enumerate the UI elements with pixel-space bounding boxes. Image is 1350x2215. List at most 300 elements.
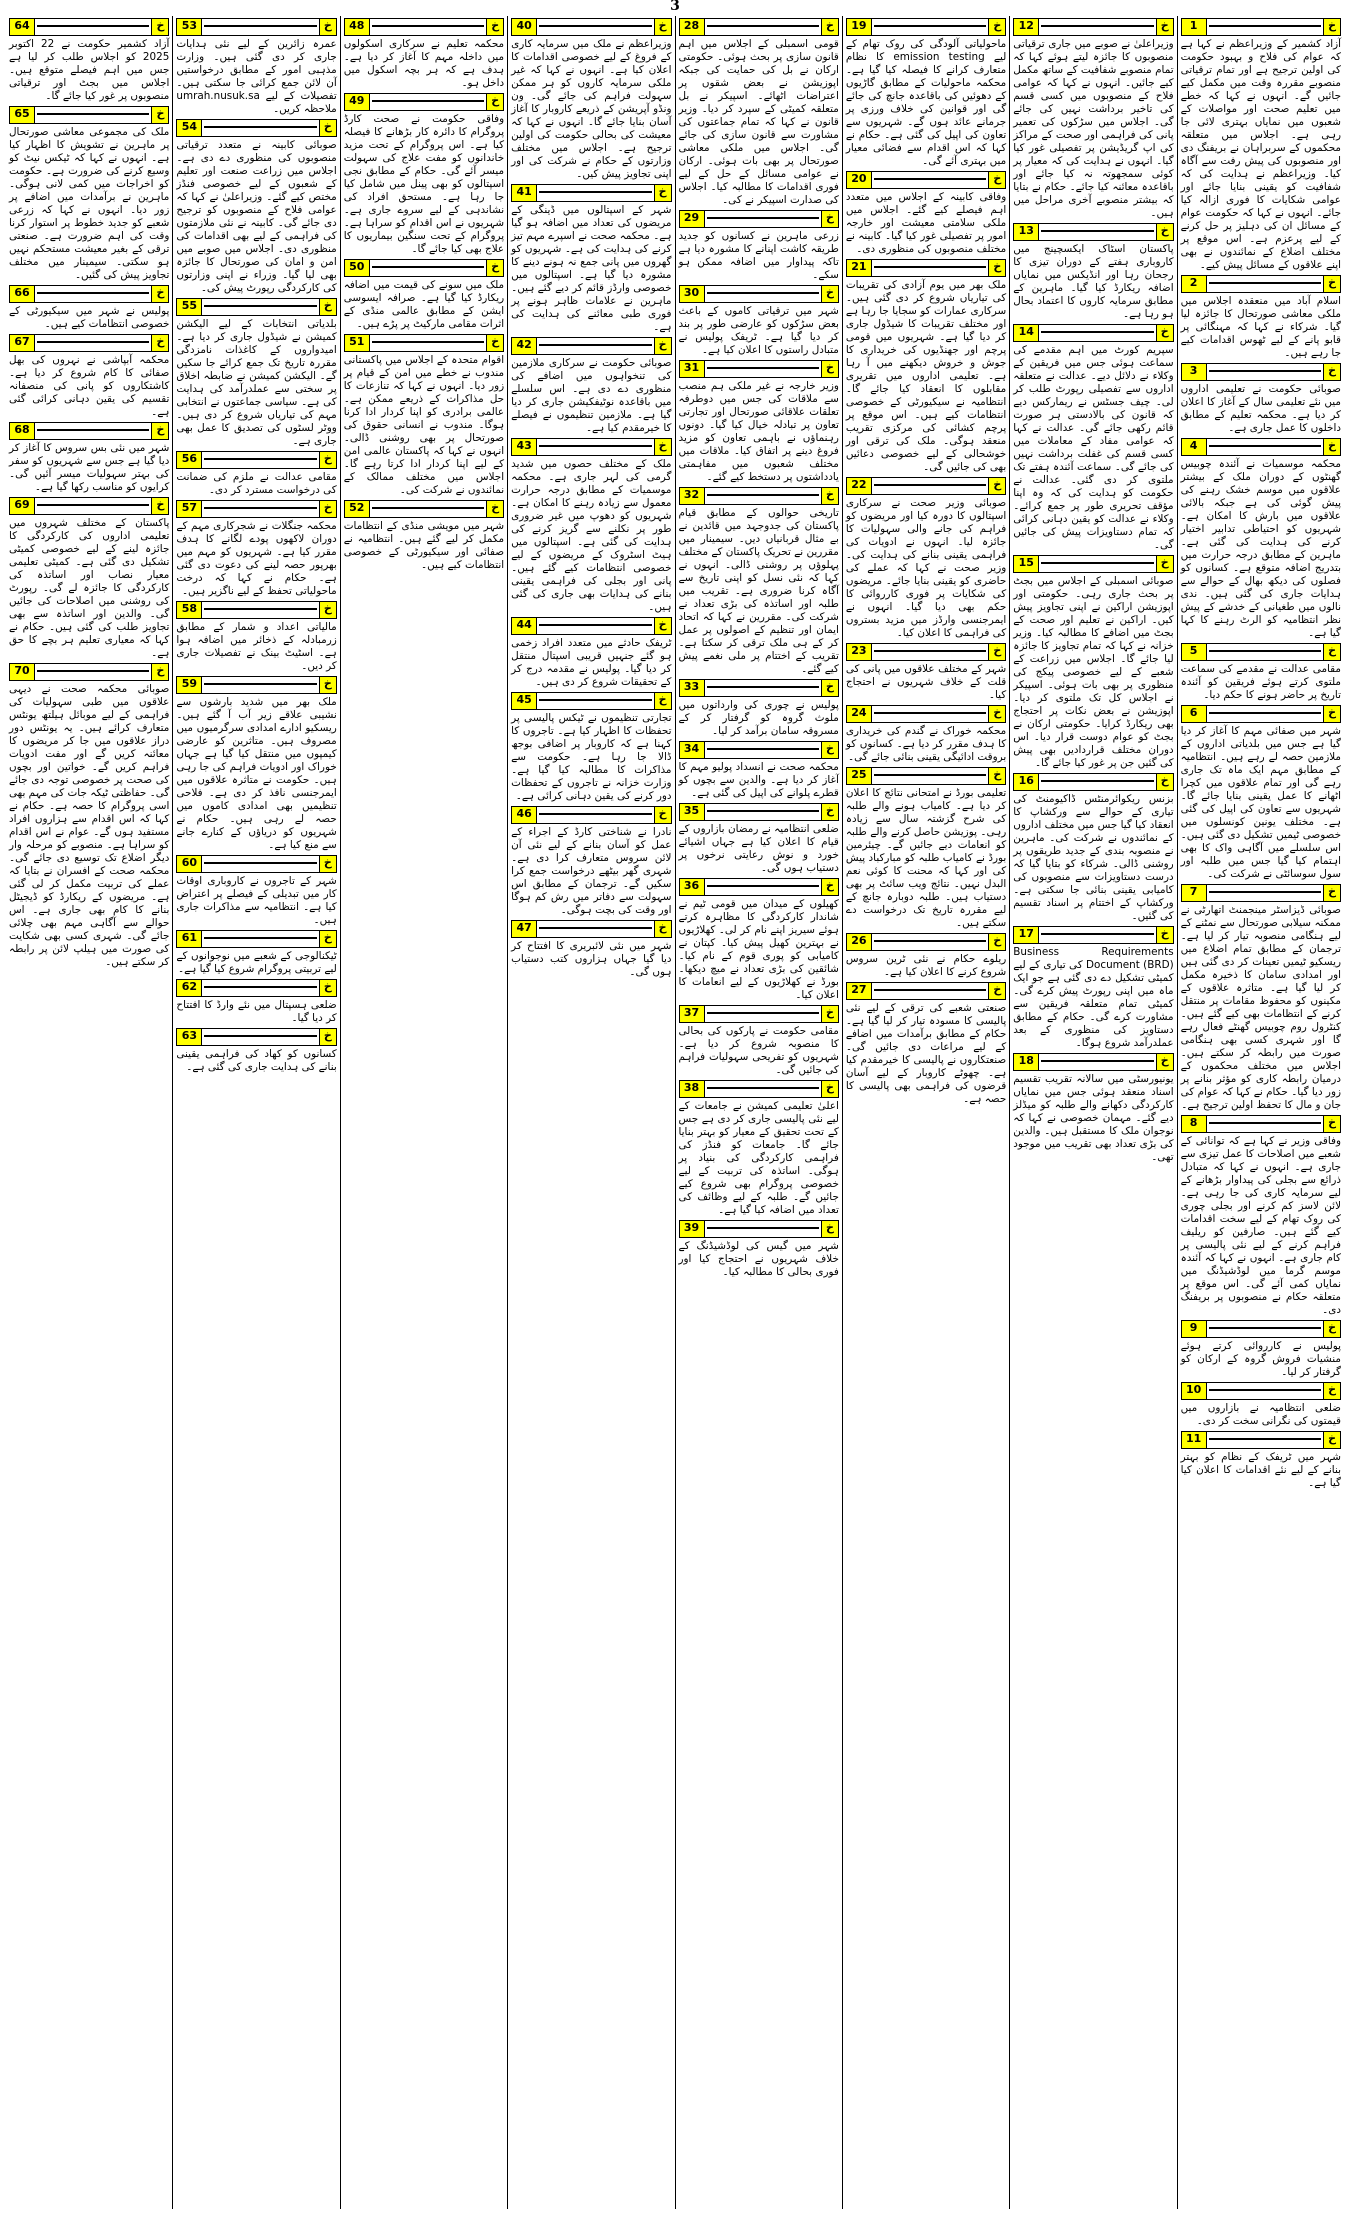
news-entry xyxy=(176,298,336,448)
entry-marker: خ xyxy=(654,807,671,823)
entry-divider xyxy=(539,25,651,27)
entry-header xyxy=(1013,18,1173,36)
entry-marker: خ xyxy=(486,335,503,351)
entry-divider xyxy=(1041,933,1153,935)
entry-divider xyxy=(37,429,149,431)
entry-text: وفاقی وزیر نے کہا ہے کہ توانائی کے شعبے میں اصلاحات کا عمل تیزی سے جاری ہے۔ انہوں نے کہا کہ متبادل ذرائع سے بجلی کی پیداوار بڑھانے کے لیے سرمایہ کاری کی جا رہی ہے۔ لائن لاسز کم کرنے اور بجلی چوری کی روک تھام کے لیے سخت اقدامات کیے گئے ہیں۔ صارفین کو ریلیف فراہم کرنے کے لیے نئی پالیسی پر کام جاری ہے۔ انہوں نے کہا کہ آئندہ موسم گرما میں لوڈشیڈنگ میں نمایاں کمی آئے گی۔ اس موقع پر متعلقہ حکام نے منصوبوں پر بریفنگ دی۔ xyxy=(1180,1135,1341,1316)
entry-number: 67 xyxy=(10,335,35,351)
entry-number: 39 xyxy=(680,1221,705,1237)
entry-marker: خ xyxy=(821,742,838,758)
entry-marker: خ xyxy=(654,19,671,35)
entry-number: 51 xyxy=(345,335,370,351)
columns-container xyxy=(6,16,1344,2209)
entry-divider xyxy=(874,484,986,486)
entry-marker: خ xyxy=(821,1221,838,1237)
entry-number: 21 xyxy=(847,260,872,276)
entry-number: 65 xyxy=(10,107,35,123)
news-entry xyxy=(1181,1431,1341,1490)
entry-header xyxy=(176,676,336,694)
entry-marker: خ xyxy=(319,602,336,618)
entry-header xyxy=(176,979,336,997)
entry-marker: خ xyxy=(1323,1383,1340,1399)
entry-text: صوبائی محکمہ صحت نے دیہی علاقوں میں طبی سہولیات کی فراہمی کے لیے موبائل ہیلتھ یونٹس متعارف کرائے ہیں۔ یہ یونٹس دور دراز علاقوں میں جا کر مریضوں کا معائنہ کریں گے اور مفت ادویات فراہم کریں گے۔ خواتین اور بچوں کی صحت پر خصوصی توجہ دی جائے گی۔ حفاظتی ٹیکہ جات کی مہم بھی اسی پروگرام کا حصہ ہے۔ حکام نے کہا کہ اس اقدام سے ہزاروں افراد مستفید ہوں گے۔ عوام نے اس اقدام کو سراہا ہے۔ منصوبے کو مرحلہ وار دیگر اضلاع تک توسیع دی جائے گی۔ محکمہ صحت کے افسران نے بتایا کہ عملے کی تربیت مکمل کر لی گئی ہے۔ مریضوں کے ریکارڈ کو ڈیجیٹل بنانے کا کام بھی جاری ہے۔ اس حوالے سے آگاہی مہم بھی چلائی جائے گی۔ شہری کسی بھی شکایت کی صورت میں ہیلپ لائن پر رابطہ کر سکتے ہیں۔ xyxy=(9,683,170,968)
entry-header xyxy=(344,18,504,36)
entry-header xyxy=(679,741,839,759)
entry-text: نادرا نے شناختی کارڈ کے اجراء کے عمل کو آسان بنانے کے لیے نئی آن لائن سروس متعارف کرا دی ہے۔ شہری گھر بیٹھے درخواست جمع کرا سکیں گے۔ ترجمان کے مطابق اس سہولت سے دفاتر میں رش کم ہوگا اور وقت کی بچت ہوگی۔ xyxy=(511,826,672,916)
news-entry xyxy=(176,676,336,852)
entry-marker: خ xyxy=(821,879,838,895)
news-entry xyxy=(679,1220,839,1279)
entry-divider xyxy=(1041,25,1153,27)
entry-text: شہر کے مختلف علاقوں میں پانی کی قلت کے خلاف شہریوں نے احتجاج کیا۔ xyxy=(845,663,1007,701)
entry-header xyxy=(511,18,671,36)
entry-text: سپریم کورٹ میں اہم مقدمے کی سماعت ہوئی جس میں فریقین کے وکلاء نے دلائل دیے۔ عدالت نے متعلقہ اداروں سے تفصیلی رپورٹ طلب کر لی۔ چیف جسٹس نے ریمارکس دیے کہ قانون کی بالادستی ہر صورت قائم رکھی جائے گی۔ عدالت نے کہا کہ عوامی مفاد کے معاملات میں کسی قسم کی غفلت برداشت نہیں کی جائے گی۔ سماعت آئندہ ہفتے تک ملتوی کر دی گئی۔ عدالت نے حکومت کو ہدایت کی کہ وہ اپنا مؤقف تحریری طور پر جمع کرائے۔ وکلاء نے عدالت کو یقین دہانی کرائی کہ تمام دستاویزات پیش کی جائیں گی۔ xyxy=(1013,344,1174,551)
entry-text: وفاقی حکومت نے صحت کارڈ پروگرام کا دائرہ کار بڑھانے کا فیصلہ کیا ہے۔ اس پروگرام کے تحت مزید خاندانوں کو مفت علاج کی سہولت میسر آئے گی۔ حکام کے مطابق نجی اسپتالوں کو بھی پینل میں شامل کیا جا رہا ہے۔ مستحق افراد کی نشاندہی کے لیے سروے جاری ہے۔ شہریوں نے اس اقدام کو سراہا ہے۔ پروگرام کے تحت سنگین بیماریوں کا علاج بھی کیا جائے گا۔ xyxy=(343,113,505,255)
entry-text: ریلوے حکام نے نئی ٹرین سروس شروع کرنے کا اعلان کیا ہے۔ xyxy=(845,953,1007,978)
entry-text: محکمہ تعلیم نے سرکاری اسکولوں میں داخلہ مہم کا آغاز کر دیا ہے۔ ہدف ہے کہ ہر بچہ اسکول میں داخل ہو۔ xyxy=(343,38,505,89)
entry-header xyxy=(679,285,839,303)
entry-number: 40 xyxy=(512,19,537,35)
entry-marker: خ xyxy=(151,664,168,680)
entry-text: محکمہ خوراک نے گندم کی خریداری کا ہدف مقرر کر دیا ہے۔ کسانوں کو بروقت ادائیگی یقینی بنائی جائے گی۔ xyxy=(845,725,1007,763)
page-number: 3 xyxy=(670,0,680,14)
entry-text: شہر میں ٹریفک کے نظام کو بہتر بنانے کے لیے نئے اقدامات کا اعلان کیا گیا ہے۔ xyxy=(1180,1451,1341,1489)
entry-number: 66 xyxy=(10,286,35,302)
entry-divider xyxy=(204,126,316,128)
entry-text: بزنس ریکوائرمنٹس ڈاکیومنٹ کی تیاری کے حوالے سے ورکشاپ کا انعقاد کیا گیا جس میں مختلف اداروں کے نمائندوں نے شرکت کی۔ ماہرین نے منصوبہ بندی کے جدید طریقوں پر روشنی ڈالی۔ شرکاء کو بتایا گیا کہ درست دستاویزات سے منصوبوں کی کامیابی یقینی بنائی جا سکتی ہے۔ ورکشاپ کے اختتام پر اسناد تقسیم کی گئیں۔ xyxy=(1013,793,1174,922)
entry-text: عمرہ زائرین کے لیے نئی ہدایات جاری کر دی گئی ہیں۔ وزارت مذہبی امور کے مطابق درخواستیں آن لائن جمع کرائی جا سکتی ہیں۔ تفصیلات کے لیے umrah.nusuk.sa ملاحظہ کریں۔ xyxy=(176,38,337,115)
news-entry xyxy=(846,705,1006,764)
entry-header xyxy=(679,18,839,36)
entry-divider xyxy=(1209,650,1321,652)
news-entry xyxy=(176,601,336,673)
entry-text: صوبائی حکومت نے سرکاری ملازمین کی تنخواہوں میں اضافے کی منظوری دے دی ہے۔ اس سلسلے میں باقاعدہ نوٹیفکیشن جاری کر دیا گیا ہے۔ ملازمین تنظیموں نے فیصلے کا خیرمقدم کیا ہے۔ xyxy=(511,357,672,434)
entry-header xyxy=(1013,324,1173,342)
entry-marker: خ xyxy=(1156,774,1173,790)
entry-divider xyxy=(539,927,651,929)
entry-header xyxy=(9,422,169,440)
entry-divider xyxy=(1041,331,1153,333)
news-entry xyxy=(1181,18,1341,272)
entry-marker: خ xyxy=(654,693,671,709)
news-entry xyxy=(176,930,336,976)
entry-number: 7 xyxy=(1182,885,1207,901)
news-entry xyxy=(846,171,1006,256)
entry-divider xyxy=(539,445,651,447)
entry-divider xyxy=(37,504,149,506)
entry-number: 52 xyxy=(345,501,370,517)
entry-text: شہر میں ترقیاتی کاموں کے باعث بعض سڑکوں کو عارضی طور پر بند کر دیا گیا ہے۔ ٹریفک پولیس نے متبادل راستوں کا اعلان کیا ہے۔ xyxy=(678,305,839,356)
news-column xyxy=(340,16,507,2209)
entry-marker: خ xyxy=(319,856,336,872)
entry-text: ٹریفک حادثے میں متعدد افراد زخمی ہو گئے جنہیں قریبی اسپتال منتقل کر دیا گیا۔ پولیس نے مقدمہ درج کر کے تحقیقات شروع کر دی ہیں۔ xyxy=(511,637,672,688)
entry-header xyxy=(511,337,671,355)
entry-text: ملک میں سونے کی قیمت میں اضافہ ریکارڈ کیا گیا ہے۔ صرافہ ایسوسی ایشن کے مطابق عالمی منڈی کے اثرات مقامی مارکیٹ پر پڑے ہیں۔ xyxy=(343,279,505,330)
entry-number: 60 xyxy=(177,856,202,872)
entry-divider xyxy=(707,1012,819,1014)
entry-divider xyxy=(204,862,316,864)
entry-marker: خ xyxy=(1323,439,1340,455)
entry-divider xyxy=(1209,891,1321,893)
entry-text: مقامی حکومت نے پارکوں کی بحالی کا منصوبہ شروع کر دیا ہے۔ شہریوں کو تفریحی سہولیات فراہم کی جائیں گی۔ xyxy=(678,1025,839,1076)
entry-number: 54 xyxy=(177,120,202,136)
news-column xyxy=(842,16,1009,2209)
entry-header xyxy=(846,767,1006,785)
entry-divider xyxy=(37,25,149,27)
entry-divider xyxy=(1209,445,1321,447)
entry-number: 26 xyxy=(847,934,872,950)
entry-number: 12 xyxy=(1014,19,1039,35)
entry-header xyxy=(176,500,336,518)
entry-header xyxy=(679,360,839,378)
entry-marker: خ xyxy=(988,644,1005,660)
entry-header xyxy=(9,285,169,303)
entry-text: آزاد کشمیر کے وزیراعظم نے کہا ہے کہ عوام کی فلاح و بہبود حکومت کی اولین ترجیح ہے اور تمام ترقیاتی منصوبے مقررہ وقت میں مکمل کیے جائیں گے۔ انہوں نے کہا کہ خطے میں تعلیم صحت اور مواصلات کے شعبوں میں نمایاں بہتری لائی جا رہی ہے۔ اجلاس میں متعلقہ محکموں کے سربراہان نے بریفنگ دی اور منصوبوں کی پیش رفت سے آگاہ کیا۔ وزیراعظم نے ہدایت کی کہ شفافیت کو یقینی بنایا جائے اور عوامی شکایات کا فوری ازالہ کیا جائے۔ انہوں نے کہا کہ حکومت عوام کے مسائل ان کی دہلیز پر حل کرنے کے لیے پرعزم ہے۔ اس موقع پر مختلف اضلاع کے نمائندوں نے بھی اپنے علاقوں کے مسائل پیش کیے۔ xyxy=(1180,38,1341,271)
entry-text: محکمہ آبپاشی نے نہروں کی بھل صفائی کا کام شروع کر دیا ہے۔ کاشتکاروں کو پانی کی منصفانہ تقسیم کی یقین دہانی کرائی گئی ہے۔ xyxy=(9,354,170,418)
entry-header xyxy=(176,855,336,873)
entry-divider xyxy=(204,937,316,939)
entry-marker: خ xyxy=(988,768,1005,784)
entry-divider xyxy=(372,25,484,27)
entry-number: 20 xyxy=(847,172,872,188)
entry-header xyxy=(1181,438,1341,456)
entry-text: ملک کی مجموعی معاشی صورتحال پر ماہرین نے تشویش کا اظہار کیا ہے۔ انہوں نے کہا کہ ٹیکس نیٹ کو وسیع کرنے کی ضرورت ہے۔ حکومت کو اخراجات میں کمی لانی ہوگی۔ ماہرین نے برآمدات میں اضافے پر زور دیا۔ انہوں نے کہا کہ زرعی شعبے کو جدید خطوط پر استوار کرنا وقت کی اہم ضرورت ہے۔ صنعتی ترقی کے بغیر معیشت مستحکم نہیں ہو سکتی۔ سیمینار میں مختلف تجاویز پیش کی گئیں۔ xyxy=(9,126,170,281)
news-entry xyxy=(344,93,504,256)
news-entry xyxy=(1013,18,1173,220)
entry-number: 70 xyxy=(10,664,35,680)
entry-text: صنعتی شعبے کی ترقی کے لیے نئی پالیسی کا مسودہ تیار کر لیا گیا ہے۔ حکام کے مطابق برآمدات میں اضافے کے لیے مراعات دی جائیں گی۔ صنعتکاروں نے پالیسی کا خیرمقدم کیا ہے۔ چھوٹے کاروبار کے لیے آسان قرضوں کی فراہمی بھی پالیسی کا حصہ ہے۔ xyxy=(845,1002,1007,1105)
entry-divider xyxy=(539,699,651,701)
entry-marker: خ xyxy=(1323,364,1340,380)
entry-header xyxy=(846,705,1006,723)
entry-header xyxy=(9,663,169,681)
entry-text: محکمہ صحت نے انسداد پولیو مہم کا آغاز کر دیا ہے۔ والدین سے بچوں کو قطرے پلوانے کی اپیل کی گئی ہے۔ xyxy=(678,761,839,799)
entry-text: ٹیکنالوجی کے شعبے میں نوجوانوں کے لیے تربیتی پروگرام شروع کیا گیا ہے۔ xyxy=(176,950,337,975)
entry-text: صوبائی ڈیزاسٹر مینجمنٹ اتھارٹی نے ممکنہ سیلابی صورتحال سے نمٹنے کے لیے ہنگامی منصوبہ تیار کر لیا ہے۔ ترجمان کے مطابق تمام اضلاع میں ریسکیو ٹیمیں تعینات کر دی گئی ہیں اور امدادی سامان کا ذخیرہ مکمل کر لیا گیا ہے۔ متاثرہ علاقوں کے مکینوں کو محفوظ مقامات پر منتقل کرنے کے انتظامات بھی کیے گئے ہیں۔ کنٹرول روم چوبیس گھنٹے فعال رہے گا اور شہری کسی بھی ہنگامی صورت میں رابطہ کر سکتے ہیں۔ اجلاس میں مختلف محکموں کے درمیان رابطہ کاری کو مؤثر بنانے پر زور دیا گیا۔ حکام نے کہا کہ عوام کی جان و مال کا تحفظ اولین ترجیح ہے۔ xyxy=(1180,904,1341,1111)
entry-marker: خ xyxy=(654,921,671,937)
entry-text: وفاقی کابینہ کے اجلاس میں متعدد اہم فیصلے کیے گئے۔ اجلاس میں ملکی سلامتی معیشت اور خارجہ امور پر تفصیلی غور کیا گیا۔ کابینہ نے مختلف منصوبوں کی منظوری دی۔ xyxy=(845,191,1007,255)
entry-text: پولیس نے چوری کی وارداتوں میں ملوث گروہ کو گرفتار کر کے مسروقہ سامان برآمد کر لیا۔ xyxy=(678,699,839,737)
entry-header xyxy=(344,334,504,352)
entry-text: اسلام آباد میں منعقدہ اجلاس میں ملکی معاشی صورتحال کا جائزہ لیا گیا۔ شرکاء نے کہا کہ مہنگائی پر قابو پانے کے لیے ٹھوس اقدامات کیے جا رہے ہیں۔ xyxy=(1180,295,1341,359)
entry-marker: خ xyxy=(1323,276,1340,292)
entry-number: 16 xyxy=(1014,774,1039,790)
entry-marker: خ xyxy=(319,299,336,315)
entry-number: 35 xyxy=(680,804,705,820)
entry-marker: خ xyxy=(821,1081,838,1097)
news-column xyxy=(6,16,172,2209)
entry-marker: خ xyxy=(1323,706,1340,722)
entry-number: 42 xyxy=(512,338,537,354)
entry-header xyxy=(1013,926,1173,944)
entry-divider xyxy=(874,178,986,180)
entry-marker: خ xyxy=(654,185,671,201)
entry-divider xyxy=(874,650,986,652)
entry-divider xyxy=(1209,370,1321,372)
entry-number: 59 xyxy=(177,677,202,693)
entry-divider xyxy=(1209,282,1321,284)
entry-text: Business Requirements Document (BRD) کی تیاری کے لیے کمیٹی تشکیل دے دی گئی ہے جو ایک ماہ میں اپنی رپورٹ پیش کرے گی۔ کمیٹی تمام متعلقہ فریقین سے مشاورت کرے گی۔ حکام کے مطابق دستاویز کی منظوری کے بعد عملدرآمد شروع ہوگا۔ xyxy=(1013,946,1174,1049)
news-entry xyxy=(846,477,1006,640)
entry-divider xyxy=(1209,712,1321,714)
entry-marker: خ xyxy=(151,498,168,514)
entry-marker: خ xyxy=(1156,325,1173,341)
entry-text: ملک بھر میں شدید بارشوں سے نشیبی علاقے زیر آب آ گئے ہیں۔ ریسکیو ادارے امدادی سرگرمیوں میں مصروف ہیں۔ متاثرین کو عارضی کیمپوں میں منتقل کیا گیا ہے جہاں خوراک اور ادویات فراہم کی جا رہی ہیں۔ حکومت نے متاثرہ علاقوں میں ایمرجنسی نافذ کر دی ہے۔ فلاحی تنظیمیں بھی امدادی کاموں میں حصہ لے رہی ہیں۔ حکام نے شہریوں کو دریاؤں کے کنارے جانے سے منع کیا ہے۔ xyxy=(176,696,337,851)
entry-text: مالیاتی اعداد و شمار کے مطابق زرمبادلہ کے ذخائر میں اضافہ ہوا ہے۔ اسٹیٹ بینک نے تفصیلات جاری کر دیں۔ xyxy=(176,621,337,672)
news-entry xyxy=(1013,555,1173,770)
news-entry xyxy=(846,767,1006,930)
entry-number: 32 xyxy=(680,488,705,504)
entry-divider xyxy=(204,986,316,988)
entry-marker: خ xyxy=(821,211,838,227)
entry-divider xyxy=(1041,780,1153,782)
entry-text: یونیورسٹی میں سالانہ تقریب تقسیم اسناد منعقد ہوئی جس میں نمایاں کارکردگی دکھانے والے طلبہ کو میڈلز دیے گئے۔ مہمان خصوصی نے کہا کہ نوجوان ملک کا مستقبل ہیں۔ والدین کی بڑی تعداد بھی تقریب میں موجود تھی۔ xyxy=(1013,1073,1174,1163)
entry-marker: خ xyxy=(151,286,168,302)
entry-text: بلدیاتی انتخابات کے لیے الیکشن کمیشن نے شیڈول جاری کر دیا ہے۔ امیدواروں کے کاغذات نامزدگی مقررہ تاریخ تک جمع کرائے جا سکیں گے۔ الیکشن کمیشن نے ضابطہ اخلاق پر سختی سے عملدرآمد کی ہدایت کی ہے۔ سیاسی جماعتوں نے انتخابی مہم کی تیاریاں شروع کر دی ہیں۔ ووٹر لسٹوں کی تصدیق کا عمل بھی جاری ہے۔ xyxy=(176,318,337,447)
news-entry xyxy=(511,920,671,979)
entry-header xyxy=(511,692,671,710)
entry-marker: خ xyxy=(821,19,838,35)
entry-divider xyxy=(707,25,819,27)
news-entry xyxy=(176,500,336,598)
news-entry xyxy=(176,119,336,295)
entry-number: 58 xyxy=(177,602,202,618)
news-column xyxy=(507,16,674,2209)
entry-header xyxy=(344,93,504,111)
news-entry xyxy=(679,487,839,676)
entry-marker: خ xyxy=(1323,885,1340,901)
entry-text: کسانوں کو کھاد کی فراہمی یقینی بنانے کی ہدایت جاری کی گئی ہے۔ xyxy=(176,1048,337,1073)
entry-marker: خ xyxy=(319,452,336,468)
entry-number: 38 xyxy=(680,1081,705,1097)
entry-marker: خ xyxy=(654,618,671,634)
entry-divider xyxy=(37,292,149,294)
entry-text: اعلیٰ تعلیمی کمیشن نے جامعات کے لیے نئی پالیسی جاری کر دی ہے جس کے تحت تحقیق کے معیار کو بہتر بنایا جائے گا۔ جامعات کو فنڈز کی فراہمی کارکردگی کی بنیاد پر ہوگی۔ اساتذہ کی تربیت کے لیے خصوصی پروگرام بھی شروع کیے جائیں گے۔ طلبہ کے لیے وظائف کی تعداد میں اضافہ کیا گیا ہے۔ xyxy=(678,1100,839,1216)
entry-divider xyxy=(37,670,149,672)
news-entry xyxy=(176,18,336,116)
news-entry xyxy=(679,878,839,1002)
entry-marker: خ xyxy=(151,107,168,123)
entry-number: 1 xyxy=(1182,19,1207,35)
entry-divider xyxy=(204,305,316,307)
entry-number: 4 xyxy=(1182,439,1207,455)
entry-divider xyxy=(707,686,819,688)
entry-number: 64 xyxy=(10,19,35,35)
entry-marker: خ xyxy=(486,94,503,110)
entry-text: آزاد کشمیر حکومت نے 22 اکتوبر 2025 کو اجلاس طلب کر لیا ہے جس میں اہم فیصلے متوقع ہیں۔ اجلاس میں بجٹ اور ترقیاتی منصوبوں پر غور کیا جائے گا۔ xyxy=(9,38,170,102)
entry-divider xyxy=(874,25,986,27)
entry-header xyxy=(1181,1431,1341,1449)
entry-divider xyxy=(37,113,149,115)
news-entry xyxy=(176,1028,336,1074)
entry-text: تجارتی تنظیموں نے ٹیکس پالیسی پر تحفظات کا اظہار کیا ہے۔ تاجروں کا کہنا ہے کہ کاروبار پر اضافی بوجھ ڈالا جا رہا ہے۔ حکومت سے مذاکرات کا مطالبہ کیا گیا ہے۔ وزارت خزانہ نے تاجروں کے تحفظات دور کرنے کی یقین دہانی کرائی ہے۔ xyxy=(511,712,672,802)
news-entry xyxy=(679,741,839,800)
news-entry xyxy=(9,334,169,419)
entry-header xyxy=(846,171,1006,189)
news-entry xyxy=(176,979,336,1025)
entry-header xyxy=(1013,223,1173,241)
entry-divider xyxy=(707,748,819,750)
news-column xyxy=(172,16,339,2209)
entry-number: 31 xyxy=(680,361,705,377)
news-entry xyxy=(1013,223,1173,321)
entry-marker: خ xyxy=(1156,224,1173,240)
entry-header xyxy=(344,500,504,518)
entry-text: محکمہ جنگلات نے شجرکاری مہم کے دوران لاکھوں پودے لگانے کا ہدف مقرر کیا ہے۔ شہریوں کو مہم میں بھرپور حصہ لینے کی دعوت دی گئی ہے۔ حکام نے کہا کہ درخت ماحولیاتی تحفظ کے لیے ناگزیر ہیں۔ xyxy=(176,520,337,597)
news-entry xyxy=(9,106,169,282)
entry-text: صوبائی اسمبلی کے اجلاس میں بجٹ پر بحث جاری رہی۔ حکومتی اور اپوزیشن اراکین نے اپنی تجاویز پیش کیں۔ اراکین نے تعلیم اور صحت کے بجٹ میں اضافے کا مطالبہ کیا۔ وزیر خزانہ نے کہا کہ تمام تجاویز کا جائزہ لیا جائے گا۔ اجلاس میں زراعت کے شعبے کے لیے خصوصی پیکج کی منظوری پر بھی بات ہوئی۔ اسپیکر نے اجلاس کل تک ملتوی کر دیا۔ اپوزیشن نے بعض نکات پر احتجاج بھی ریکارڈ کرایا۔ حکومتی ارکان نے بجٹ کو عوام دوست قرار دیا۔ اس دوران مختلف قراردادیں بھی پیش کی گئیں جن پر غور کیا جائے گا۔ xyxy=(1013,575,1174,769)
entry-header xyxy=(1181,705,1341,723)
entry-number: 15 xyxy=(1014,556,1039,572)
entry-header xyxy=(511,184,671,202)
entry-header xyxy=(1181,1320,1341,1338)
entry-marker: خ xyxy=(988,706,1005,722)
entry-text: وزیراعلیٰ نے صوبے میں جاری ترقیاتی منصوبوں کا جائزہ لیتے ہوئے کہا کہ تمام منصوبے شفافیت کے ساتھ مکمل کیے جائیں۔ انہوں نے کہا کہ عوامی فلاح کے منصوبوں میں کسی قسم کی تاخیر برداشت نہیں کی جائے گی۔ اجلاس میں سڑکوں کی تعمیر پانی کی فراہمی اور صحت کے مراکز کی اپ گریڈیشن پر تفصیلی غور کیا گیا۔ انہوں نے ہدایت کی کہ معیار پر کوئی سمجھوتہ نہ کیا جائے اور باقاعدہ معائنہ کیا جائے۔ حکام نے بتایا کہ بیشتر منصوبے آخری مراحل میں ہیں۔ xyxy=(1013,38,1174,219)
entry-marker: خ xyxy=(319,19,336,35)
news-entry xyxy=(1181,1382,1341,1428)
entry-divider xyxy=(707,810,819,812)
entry-text: ماحولیاتی آلودگی کی روک تھام کے لیے emission testing کا نظام متعارف کرانے کا فیصلہ کیا گیا ہے۔ محکمہ ماحولیات کے مطابق گاڑیوں کے دھوئیں کی باقاعدہ جانچ کی جائے گی اور قوانین کی خلاف ورزی پر جرمانے عائد ہوں گے۔ شہریوں سے تعاون کی اپیل کی گئی ہے۔ حکام نے کہا کہ اس اقدام سے فضائی معیار میں بہتری آئے گی۔ xyxy=(845,38,1007,167)
entry-marker: خ xyxy=(1323,1116,1340,1132)
news-entry xyxy=(1013,324,1173,552)
entry-text: زرعی ماہرین نے کسانوں کو جدید طریقہ کاشت اپنانے کا مشورہ دیا ہے تاکہ پیداوار میں اضافہ ممکن ہو سکے۔ xyxy=(678,230,839,281)
entry-divider xyxy=(707,217,819,219)
entry-marker: خ xyxy=(319,120,336,136)
entry-marker: خ xyxy=(151,335,168,351)
entry-marker: خ xyxy=(486,501,503,517)
entry-text: شہر میں نئی بس سروس کا آغاز کر دیا گیا ہے جس سے شہریوں کو سفر کی بہتر سہولیات میسر آئیں گی۔ کرایوں کو مناسب رکھا گیا ہے۔ xyxy=(9,442,170,493)
entry-divider xyxy=(707,1227,819,1229)
entry-marker: خ xyxy=(319,980,336,996)
news-column xyxy=(1177,16,1344,2209)
entry-divider xyxy=(1041,562,1153,564)
entry-divider xyxy=(1209,1327,1321,1329)
entry-text: ضلعی انتظامیہ نے بازاروں میں قیمتوں کی نگرانی سخت کر دی۔ xyxy=(1180,1402,1341,1427)
entry-text: صوبائی وزیر صحت نے سرکاری اسپتالوں کا دورہ کیا اور مریضوں کو فراہم کی جانے والی سہولیات کا جائزہ لیا۔ انہوں نے ادویات کی فراہمی یقینی بنانے کی ہدایت کی۔ وزیر صحت نے کہا کہ عملے کی حاضری کو یقینی بنایا جائے۔ مریضوں کی شکایات پر فوری کارروائی کا حکم بھی دیا گیا۔ انہوں نے ایمرجنسی وارڈز میں مزید بستروں کی فراہمی کا اعلان کیا۔ xyxy=(845,497,1007,639)
entry-number: 19 xyxy=(847,19,872,35)
entry-header xyxy=(511,920,671,938)
entry-header xyxy=(176,1028,336,1046)
entry-marker: خ xyxy=(1323,1321,1340,1337)
entry-text: تاریخی حوالوں کے مطابق قیام پاکستان کی جدوجہد میں قائدین نے بے مثال قربانیاں دیں۔ سیمینار میں مقررین نے تحریک پاکستان کے مختلف پہلوؤں پر روشنی ڈالی۔ انہوں نے کہا کہ نئی نسل کو اپنی تاریخ سے آگاہ کرنا ضروری ہے۔ تقریب میں طلبہ اور اساتذہ کی بڑی تعداد نے شرکت کی۔ مقررین نے کہا کہ اتحاد ایمان اور تنظیم کے اصولوں پر عمل کر کے ہی ملک ترقی کر سکتا ہے۔ تقریب کے اختتام پر ملی نغمے پیش کیے گئے۔ xyxy=(678,507,839,675)
entry-header xyxy=(846,477,1006,495)
entry-marker: خ xyxy=(1323,644,1340,660)
news-entry xyxy=(1181,363,1341,435)
entry-number: 48 xyxy=(345,19,370,35)
news-entry xyxy=(679,18,839,207)
entry-number: 30 xyxy=(680,286,705,302)
entry-number: 10 xyxy=(1182,1383,1207,1399)
entry-marker: خ xyxy=(319,1029,336,1045)
entry-divider xyxy=(707,292,819,294)
entry-divider xyxy=(874,712,986,714)
entry-text: ضلعی ہسپتال میں نئے وارڈ کا افتتاح کر دیا گیا۔ xyxy=(176,999,337,1024)
entry-number: 29 xyxy=(680,211,705,227)
entry-divider xyxy=(874,989,986,991)
news-entry xyxy=(9,285,169,331)
news-entry xyxy=(511,806,671,917)
news-entry xyxy=(1181,1115,1341,1317)
entry-marker: خ xyxy=(319,501,336,517)
news-entry xyxy=(176,855,336,927)
entry-text: مقامی عدالت نے مقدمے کی سماعت ملتوی کرتے ہوئے فریقین کو آئندہ تاریخ پر حاضر ہونے کا حکم دیا۔ xyxy=(1180,663,1341,701)
entry-divider xyxy=(707,494,819,496)
news-entry xyxy=(511,184,671,334)
entry-number: 8 xyxy=(1182,1116,1207,1132)
entry-text: قومی اسمبلی کے اجلاس میں اہم قانون سازی پر بحث ہوئی۔ حکومتی ارکان نے بل کی حمایت کی جبکہ اپوزیشن نے بعض شقوں پر اعتراضات اٹھائے۔ اسپیکر نے بل متعلقہ کمیٹی کے سپرد کر دیا۔ وزیر قانون نے کہا کہ تمام جماعتوں کی مشاورت سے قانون سازی کی جائے گی۔ اجلاس میں ملکی معاشی صورتحال پر بھی بات ہوئی۔ ارکان نے عوامی مسائل کے حل کے لیے فوری اقدامات کا مطالبہ کیا۔ اجلاس کی صدارت اسپیکر نے کی۔ xyxy=(678,38,839,206)
entry-number: 13 xyxy=(1014,224,1039,240)
entry-header xyxy=(176,451,336,469)
entry-marker: خ xyxy=(821,804,838,820)
entry-number: 55 xyxy=(177,299,202,315)
entry-header xyxy=(679,1080,839,1098)
entry-number: 17 xyxy=(1014,927,1039,943)
entry-marker: خ xyxy=(486,260,503,276)
entry-header xyxy=(176,119,336,137)
entry-header xyxy=(9,18,169,36)
entry-text: صوبائی کابینہ نے متعدد ترقیاتی منصوبوں کی منظوری دے دی ہے۔ اجلاس میں زراعت صنعت اور تعلیم کے شعبوں کے لیے خصوصی فنڈز مختص کیے گئے۔ وزیراعلیٰ نے کہا کہ عوامی فلاح کے منصوبوں کو ترجیح دی جائے گی۔ کابینہ نے نئی ملازمتوں کی فراہمی کے لیے بھی اقدامات کی منظوری دی۔ اجلاس میں صوبے میں امن و امان کی صورتحال کا جائزہ بھی لیا گیا۔ وزراء نے اپنی وزارتوں کی کارکردگی رپورٹ پیش کی۔ xyxy=(176,139,337,294)
news-entry xyxy=(679,1005,839,1077)
news-entry xyxy=(1013,926,1173,1050)
entry-marker: خ xyxy=(821,1006,838,1022)
entry-divider xyxy=(539,813,651,815)
news-entry xyxy=(846,259,1006,474)
news-entry xyxy=(1181,438,1341,640)
entry-divider xyxy=(1041,230,1153,232)
entry-header xyxy=(846,982,1006,1000)
news-entry xyxy=(9,663,169,969)
entry-divider xyxy=(372,100,484,102)
news-entry xyxy=(344,334,504,497)
entry-number: 23 xyxy=(847,644,872,660)
entry-number: 3 xyxy=(1182,364,1207,380)
entry-number: 62 xyxy=(177,980,202,996)
entry-text: وزیر خارجہ نے غیر ملکی ہم منصب سے ملاقات کی جس میں دوطرفہ تعلقات علاقائی صورتحال اور تجارتی تعاون پر تبادلہ خیال کیا گیا۔ دونوں رہنماؤں نے باہمی تعاون کو مزید فروغ دینے پر اتفاق کیا۔ ملاقات میں مختلف شعبوں میں مفاہمتی یادداشتوں پر دستخط کیے گئے۔ xyxy=(678,380,839,483)
entry-divider xyxy=(874,940,986,942)
entry-header xyxy=(679,878,839,896)
news-entry xyxy=(846,982,1006,1106)
entry-header xyxy=(679,679,839,697)
news-entry xyxy=(679,285,839,357)
news-entry xyxy=(9,18,169,103)
entry-header xyxy=(846,933,1006,951)
entry-divider xyxy=(874,266,986,268)
entry-header xyxy=(9,334,169,352)
news-entry xyxy=(511,617,671,689)
entry-header xyxy=(1013,773,1173,791)
entry-number: 50 xyxy=(345,260,370,276)
entry-header xyxy=(1181,18,1341,36)
entry-divider xyxy=(707,367,819,369)
entry-marker: خ xyxy=(988,478,1005,494)
entry-number: 2 xyxy=(1182,276,1207,292)
entry-header xyxy=(176,601,336,619)
entry-header xyxy=(176,930,336,948)
news-entry xyxy=(511,692,671,803)
entry-divider xyxy=(707,885,819,887)
entry-header xyxy=(176,298,336,316)
entry-number: 43 xyxy=(512,439,537,455)
entry-text: پاکستان کے مختلف شہروں میں تعلیمی اداروں کی کارکردگی کا جائزہ لینے کے لیے خصوصی کمیٹی تشکیل دی گئی ہے۔ کمیٹی تعلیمی معیار نصاب اور اساتذہ کی کارکردگی کا جائزہ لے گی۔ رپورٹ کی روشنی میں اصلاحات کی جائیں گی۔ والدین اور اساتذہ سے بھی تجاویز طلب کی گئی ہیں۔ حکام نے کہا کہ معیاری تعلیم ہر بچے کا حق ہے۔ xyxy=(9,517,170,659)
entry-number: 45 xyxy=(512,693,537,709)
entry-header xyxy=(1181,1382,1341,1400)
entry-text: شہر میں مویشی منڈی کے انتظامات مکمل کر لیے گئے ہیں۔ انتظامیہ نے صفائی اور سیکیورٹی کے خصوصی انتظامات کیے ہیں۔ xyxy=(343,520,505,571)
entry-text: وزیراعظم نے ملک میں سرمایہ کاری کے فروغ کے لیے خصوصی اقدامات کا اعلان کیا ہے۔ انہوں نے کہا کہ غیر ملکی سرمایہ کاروں کو ہر ممکن سہولت فراہم کی جائے گی۔ ون ونڈو آپریشن کے ذریعے کاروبار کا آغاز آسان بنایا جائے گا۔ انہوں نے کہا کہ معیشت کی بحالی حکومت کی اولین ترجیح ہے۔ اجلاس میں مختلف وزارتوں کے حکام نے شرکت کی اور اپنی تجاویز پیش کیں۔ xyxy=(511,38,672,180)
entry-header xyxy=(1181,884,1341,902)
entry-number: 9 xyxy=(1182,1321,1207,1337)
entry-marker: خ xyxy=(1156,927,1173,943)
news-column xyxy=(675,16,842,2209)
